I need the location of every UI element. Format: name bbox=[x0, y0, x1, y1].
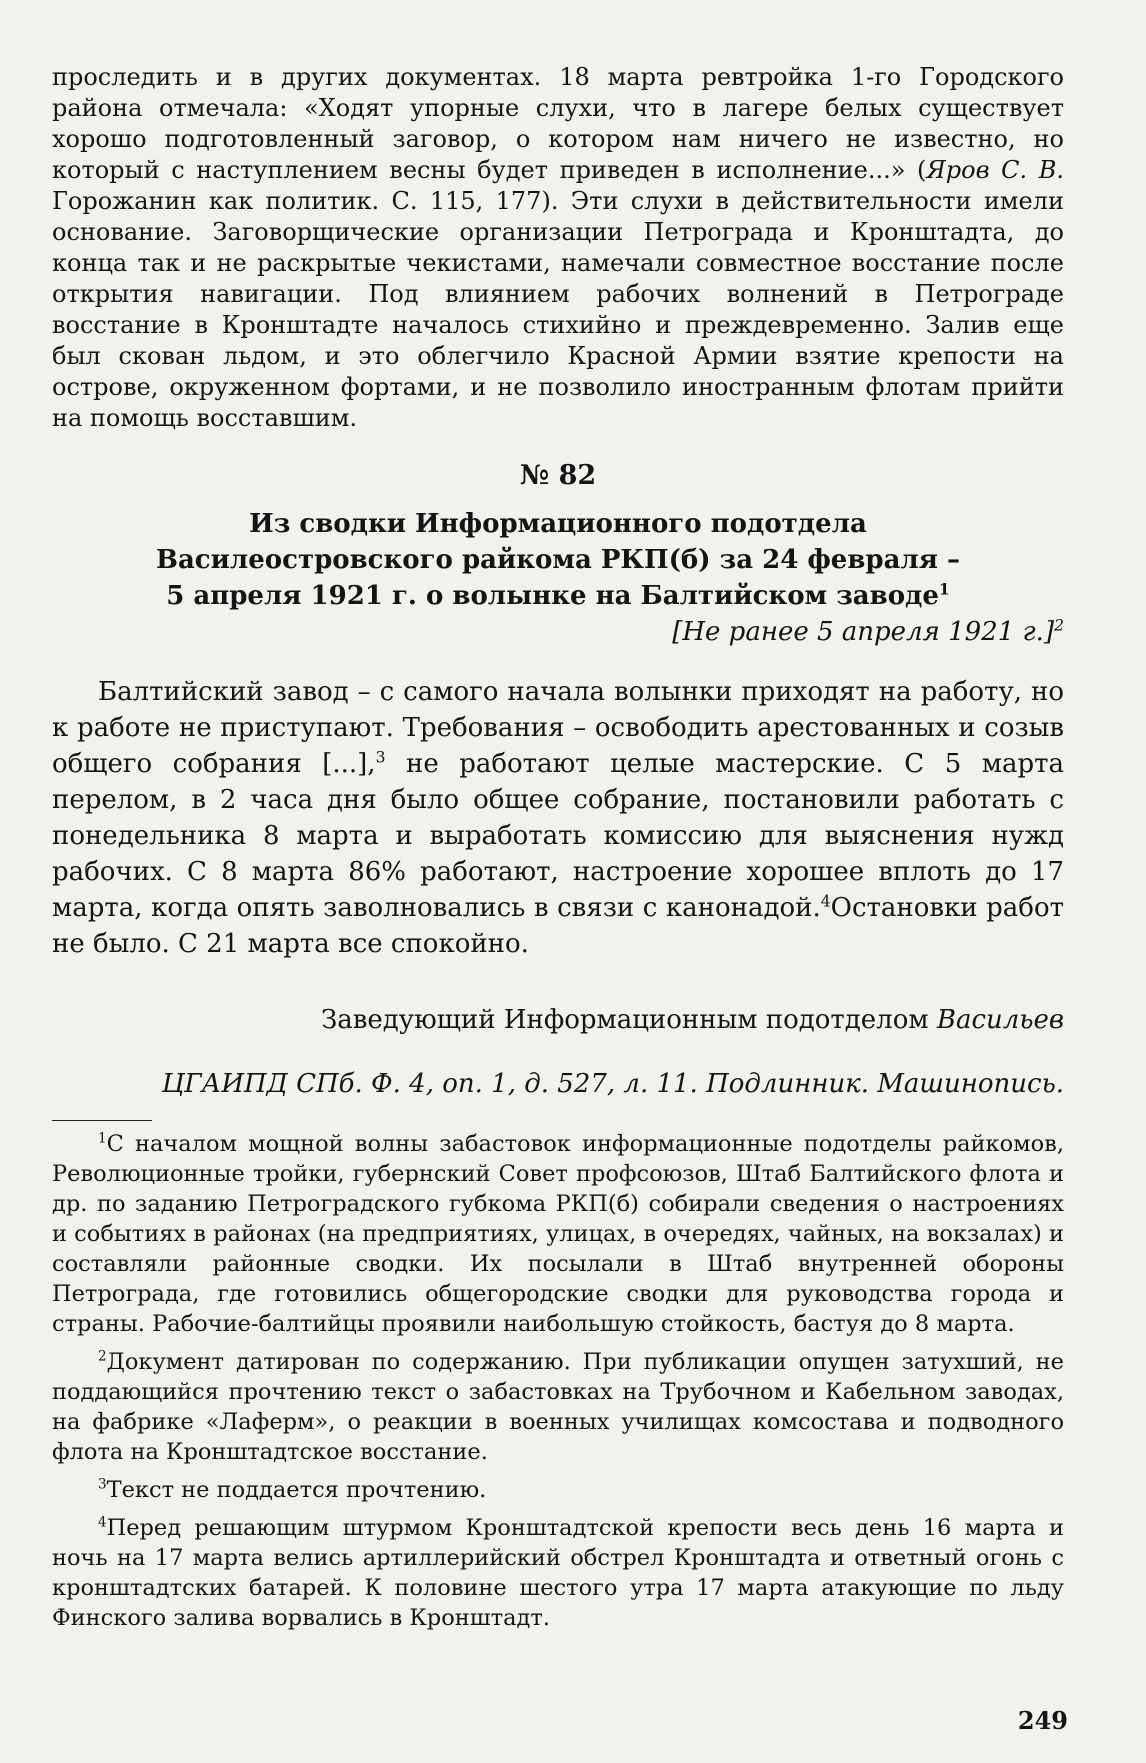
footnote-3-text: Текст не поддается прочтению. bbox=[106, 1477, 487, 1503]
intro-text-part1: проследить и в других документах. 18 марта ревтройка 1-го Городского района отмечала: «Ходят упорные слухи, что в лагере белых существует хорошо подготовленный заговор, о котором нам ничего не известно, но который с наступлением весны будет приведен в исполнение...» ( bbox=[52, 63, 1064, 184]
signature-role: Заведующий Информационным подотделом bbox=[321, 1005, 929, 1035]
footnote-ref-4: 4 bbox=[820, 892, 831, 911]
document-title-line1: Из сводки Информационного подотдела bbox=[249, 509, 867, 539]
document-title-line3-text: 5 апреля 1921 г. о волынке на Балтийском заводе bbox=[166, 581, 939, 611]
footnote-4-number: 4 bbox=[98, 1514, 107, 1531]
footnote-2-number: 2 bbox=[98, 1348, 107, 1365]
document-date bbox=[52, 614, 1064, 650]
document-number: № 82 bbox=[519, 460, 597, 491]
document-date-text: [Не ранее 5 апреля 1921 г.] bbox=[672, 617, 1055, 647]
document-title-line2: Василеостровского райкома РКП(б) за 24 февраля – bbox=[155, 545, 961, 575]
signature-name: Васильев bbox=[936, 1005, 1064, 1035]
footnote-1-number: 1 bbox=[98, 1130, 107, 1147]
document-title-line3 bbox=[52, 578, 1064, 614]
footnote-2-text: Документ датирован по содержанию. При публикации опущен затухший, не поддающийся прочтению текст о забастовках на Трубочном и Кабельном заводах, на фабрике «Лаферм», о реакции в военных училищах комсостава и подводного флота на Кронштадтское восстание. bbox=[52, 1349, 1064, 1465]
intro-citation-author: Яров С. В. bbox=[926, 156, 1064, 184]
footnote-1 bbox=[52, 1129, 1064, 1339]
intro-paragraph bbox=[52, 62, 1064, 434]
footnote-3 bbox=[52, 1475, 1064, 1505]
footnote-4 bbox=[52, 1513, 1064, 1633]
document-body-part3: Остановки работ не было. С 21 марта все спокойно. bbox=[52, 893, 1064, 959]
footnote-ref-3: 3 bbox=[375, 748, 386, 767]
footnote-3-number: 3 bbox=[98, 1476, 107, 1493]
document-body-part1: Балтийский завод – с самого начала волынки приходят на работу, но к работе не приступают. Требования – освободить арестованных и созыв общего собрания [...], bbox=[52, 677, 1064, 779]
footnote-ref-1: 1 bbox=[938, 579, 950, 599]
intro-text-part2: Горожанин как политик. С. 115, 177). Эти слухи в действительности имели основание. Заговорщические организации Петрограда и Кронштадта, до конца так и не раскрытые чекистами, намечали совместное восстание после открытия навигации. Под влиянием рабочих волнений в Петрограде восстание в Кронштадте началось стихийно и преждевременно. Залив еще был скован льдом, и это облегчило Красной Армии взятие крепости на острове, окруженном фортами, и не позволило иностранным флотам прийти на помощь восставшим. bbox=[52, 187, 1064, 432]
footnote-4-text: Перед решающим штурмом Кронштадтской крепости весь день 16 марта и ночь на 17 марта велись артиллерийский обстрел Кронштадта и ответный огонь с кронштадтских батарей. К половине шестого утра 17 марта атакующие по льду Финского залива ворвались в Кронштадт. bbox=[52, 1515, 1064, 1631]
page-number: 249 bbox=[1017, 1706, 1068, 1735]
footnote-2 bbox=[52, 1347, 1064, 1467]
archive-reference: ЦГАИПД СПб. Ф. 4, оп. 1, д. 527, л. 11. Подлинник. Машинопись. bbox=[161, 1069, 1064, 1099]
document-body bbox=[52, 674, 1064, 962]
footnote-1-text: С началом мощной волны забастовок информационные подотделы райкомов, Революционные тройки, губернский Совет профсоюзов, Штаб Балтийского флота и др. по заданию Петроградского губкома РКП(б) собирали сведения о настроениях и событиях в районах (на предприятиях, улицах, в очередях, чайных, на вокзалах) и составляли районные сводки. Их посылали в Штаб внутренней обороны Петрограда, где готовились общегородские сводки для руководства города и страны. Рабочие-балтийцы проявили наибольшую стойкость, бастуя до 8 марта. bbox=[52, 1131, 1064, 1337]
footnote-ref-2: 2 bbox=[1054, 616, 1064, 635]
signature bbox=[52, 1002, 1064, 1038]
footnote-divider bbox=[52, 1120, 152, 1121]
document-body-part2: не работают целые мастерские. С 5 марта перелом, в 2 часа дня было общее собрание, постановили работать с понедельника 8 марта и выработать комиссию для выяснения нужд рабочих. С 8 марта 86% работают, настроение хорошее вплоть до 17 марта, когда опять заволновались в связи с канонадой. bbox=[52, 749, 1064, 923]
